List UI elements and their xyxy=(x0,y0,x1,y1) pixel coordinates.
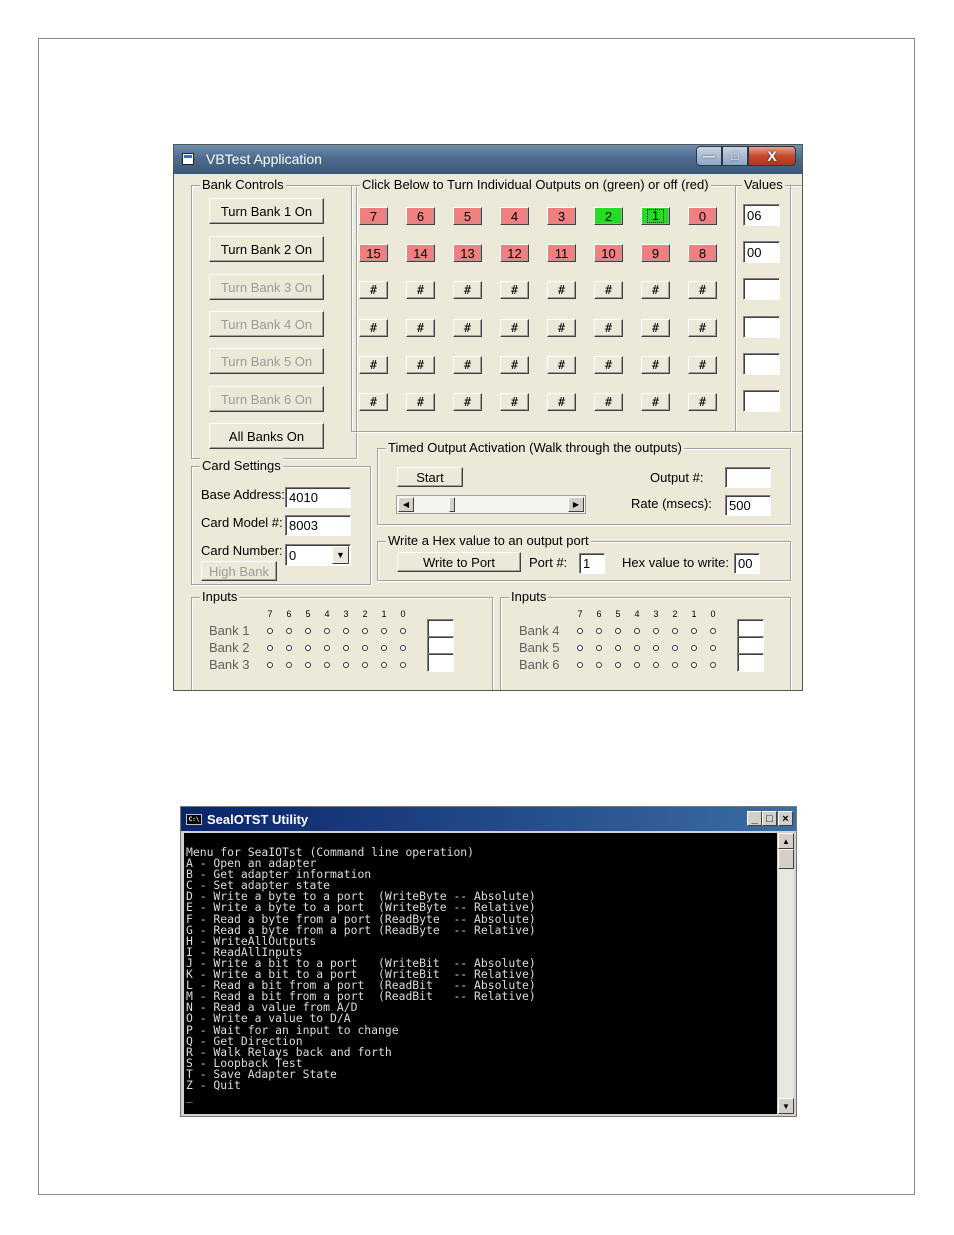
output-toggle-label: # xyxy=(651,321,660,335)
slider-thumb[interactable] xyxy=(449,497,455,512)
output-toggle-5[interactable] xyxy=(453,207,482,225)
base-address-input[interactable]: 4010 xyxy=(285,487,351,508)
inputs-left-bit-label-2: 2 xyxy=(362,609,368,619)
console-maximize-button[interactable]: □ xyxy=(762,811,777,826)
inputs-right-bank-label: Bank 4 xyxy=(519,623,560,638)
inputs-left-input-indicator xyxy=(267,645,273,651)
output-toggle-label: # xyxy=(604,395,613,409)
output-toggle-unused[interactable] xyxy=(406,356,435,374)
inputs-left-bit-label-6: 6 xyxy=(286,609,292,619)
output-toggle-unused[interactable] xyxy=(594,356,623,374)
inputs-left-bank-label: Bank 2 xyxy=(209,640,250,655)
output-toggle-label: 2 xyxy=(604,208,613,224)
inputs-left-input-indicator xyxy=(400,628,406,634)
output-toggle-unused[interactable] xyxy=(641,281,670,299)
card-number-value: 0 xyxy=(289,547,297,563)
output-toggle-label: # xyxy=(698,395,707,409)
output-toggle-label: 13 xyxy=(460,245,475,261)
output-toggle-unused[interactable] xyxy=(406,281,435,299)
inputs-left-input-indicator xyxy=(286,628,292,634)
inputs-right-bit-label-1: 1 xyxy=(691,609,697,619)
output-toggle-unused[interactable] xyxy=(453,356,482,374)
output-toggle-label: 8 xyxy=(698,245,707,261)
inputs-right-bit-label-3: 3 xyxy=(653,609,659,619)
inputs-left-input-indicator xyxy=(324,645,330,651)
output-toggle-unused[interactable] xyxy=(688,281,717,299)
outputs-label: Click Below to Turn Individual Outputs on (green) or off (red) xyxy=(362,177,709,192)
output-toggle-unused[interactable] xyxy=(406,319,435,337)
console-title: SealOTST Utility xyxy=(207,812,309,827)
output-toggle-label: # xyxy=(369,283,378,297)
inputs-left-input-indicator xyxy=(286,645,292,651)
inputs-left-bit-label-0: 0 xyxy=(400,609,406,619)
inputs-right-label: Inputs xyxy=(511,589,547,604)
output-toggle-unused[interactable] xyxy=(406,393,435,411)
inputs-left-input-indicator xyxy=(362,662,368,668)
inputs-right-input-indicator xyxy=(615,662,621,668)
output-toggle-2[interactable] xyxy=(594,207,623,225)
output-toggle-unused[interactable] xyxy=(453,281,482,299)
base-address-label: Base Address: xyxy=(201,487,285,502)
value-box-1[interactable]: 00 xyxy=(743,241,780,263)
inputs-left-input-indicator xyxy=(324,662,330,668)
output-toggle-label: # xyxy=(698,358,707,372)
inputs-left-bit-label-1: 1 xyxy=(381,609,387,619)
output-toggle-label: # xyxy=(463,358,472,372)
output-toggle-label: # xyxy=(651,358,660,372)
port-input[interactable]: 1 xyxy=(579,553,605,574)
hex-value-input[interactable]: 00 xyxy=(734,553,760,574)
inputs-left-input-indicator xyxy=(343,645,349,651)
inputs-right-bank-value-box xyxy=(737,653,764,672)
output-toggle-label: 12 xyxy=(507,245,522,261)
inputs-right-input-indicator xyxy=(577,645,583,651)
card-model-label: Card Model #: xyxy=(201,515,283,530)
high-bank-button[interactable]: High Bank xyxy=(201,561,277,581)
inputs-right-input-indicator xyxy=(634,662,640,668)
output-toggle-unused[interactable] xyxy=(594,393,623,411)
inputs-right-bit-label-5: 5 xyxy=(615,609,621,619)
inputs-right-input-indicator xyxy=(634,628,640,634)
inputs-right-input-indicator xyxy=(634,645,640,651)
vbtest-window xyxy=(173,144,803,691)
output-toggle-6[interactable] xyxy=(406,207,435,225)
output-toggle-label: 15 xyxy=(366,245,381,261)
inputs-right-bank-label: Bank 6 xyxy=(519,657,560,672)
scroll-down-icon[interactable]: ▼ xyxy=(778,1098,794,1114)
inputs-left-input-indicator xyxy=(362,628,368,634)
inputs-right-bit-label-7: 7 xyxy=(577,609,583,619)
output-toggle-label: 3 xyxy=(557,208,566,224)
output-toggle-14[interactable] xyxy=(406,244,435,262)
output-toggle-unused[interactable] xyxy=(359,393,388,411)
output-toggle-12[interactable] xyxy=(500,244,529,262)
output-toggle-label: 6 xyxy=(416,208,425,224)
output-toggle-label: # xyxy=(510,358,519,372)
console-text: Menu for SeaIOTst (Command line operation) A - Open an adapter B - Get adapter information C - Set adapter state D - Write a byte to a port (WriteByte -- Absolute) E - Write a byte to a port (WriteByte -- Relative) F - Read a byte from a port (ReadByte -- Absolute) G - Read a byte from a port (ReadByte -- Relative) H - WriteAllOutputs I - ReadAllInputs J - Write a bit to a port (WriteBit -- Absolute) K - Write a bit to a port (WriteBit -- Relative) L - Read a bit from a port (ReadBit -- Absolute) M - Read a bit from a port (ReadBit -- Relative) N - Read a value from A/D O - Write a value to D/A P - Wait for an input to change Q - Get Direction R - Walk Relays back and forth S - Loopback Test T - Save Adapter State Z - Quit _ xyxy=(186,845,536,1104)
inputs-left-bit-label-4: 4 xyxy=(324,609,330,619)
inputs-left-input-indicator xyxy=(267,662,273,668)
inputs-right-bank-label: Bank 5 xyxy=(519,640,560,655)
console-output[interactable] xyxy=(184,833,777,1114)
inputs-right-input-indicator xyxy=(672,628,678,634)
turn-bank-3-on-button[interactable]: Turn Bank 3 On xyxy=(209,274,324,300)
output-toggle-label: 4 xyxy=(510,208,519,224)
window-title: VBTest Application xyxy=(206,151,322,167)
card-settings-label: Card Settings xyxy=(202,458,281,473)
output-toggle-label: # xyxy=(557,358,566,372)
output-toggle-unused[interactable] xyxy=(641,393,670,411)
output-toggle-label: # xyxy=(698,321,707,335)
inputs-left-bank-value-box xyxy=(427,653,454,672)
maximize-button[interactable]: □ xyxy=(722,146,748,166)
output-toggle-unused[interactable] xyxy=(359,281,388,299)
rate-input[interactable]: 500 xyxy=(725,495,771,516)
inputs-left-input-indicator xyxy=(400,662,406,668)
output-toggle-label: # xyxy=(510,283,519,297)
output-toggle-9[interactable] xyxy=(641,244,670,262)
output-toggle-unused[interactable] xyxy=(453,319,482,337)
console-scrollbar[interactable] xyxy=(778,833,794,1114)
minimize-button[interactable]: — xyxy=(696,146,722,166)
inputs-right-input-indicator xyxy=(710,645,716,651)
inputs-right-input-indicator xyxy=(596,662,602,668)
output-toggle-unused[interactable] xyxy=(547,281,576,299)
hex-write-label: Write a Hex value to an output port xyxy=(388,533,589,548)
output-toggle-label: # xyxy=(604,321,613,335)
rate-label: Rate (msecs): xyxy=(631,496,712,511)
inputs-right-input-indicator xyxy=(615,645,621,651)
turn-bank-6-on-button[interactable]: Turn Bank 6 On xyxy=(209,386,324,412)
output-toggle-4[interactable] xyxy=(500,207,529,225)
output-toggle-label: # xyxy=(510,321,519,335)
output-toggle-unused[interactable] xyxy=(594,319,623,337)
output-toggle-label: # xyxy=(369,321,378,335)
inputs-right-bit-label-4: 4 xyxy=(634,609,640,619)
output-toggle-label: # xyxy=(604,358,613,372)
output-toggle-unused[interactable] xyxy=(688,393,717,411)
inputs-right-input-indicator xyxy=(596,645,602,651)
inputs-right-input-indicator xyxy=(653,628,659,634)
start-button[interactable]: Start xyxy=(397,467,463,487)
inputs-left-input-indicator xyxy=(305,628,311,634)
output-toggle-label: # xyxy=(557,321,566,335)
output-toggle-label: # xyxy=(463,283,472,297)
value-box-4[interactable] xyxy=(743,353,780,375)
turn-bank-4-on-button[interactable]: Turn Bank 4 On xyxy=(209,311,324,337)
output-toggle-label: # xyxy=(698,283,707,297)
output-toggle-unused[interactable] xyxy=(688,356,717,374)
inputs-left-bank-label: Bank 3 xyxy=(209,657,250,672)
inputs-left-bit-label-5: 5 xyxy=(305,609,311,619)
output-toggle-label: # xyxy=(510,395,519,409)
output-toggle-label: # xyxy=(651,395,660,409)
inputs-left-bit-label-7: 7 xyxy=(267,609,273,619)
output-toggle-unused[interactable] xyxy=(594,281,623,299)
output-toggle-label: 5 xyxy=(463,208,472,224)
output-number-input[interactable] xyxy=(725,467,771,488)
slider-right-arrow-icon[interactable]: ▶ xyxy=(568,497,584,512)
title-bar[interactable] xyxy=(174,145,802,174)
output-toggle-label: # xyxy=(416,321,425,335)
all-banks-on-button[interactable]: All Banks On xyxy=(209,423,324,449)
output-toggle-unused[interactable] xyxy=(688,319,717,337)
output-toggle-11[interactable] xyxy=(547,244,576,262)
inputs-right-input-indicator xyxy=(653,662,659,668)
inputs-left-input-indicator xyxy=(286,662,292,668)
output-toggle-unused[interactable] xyxy=(453,393,482,411)
output-toggle-label: # xyxy=(651,283,660,297)
inputs-left-input-indicator xyxy=(267,628,273,634)
inputs-right-input-indicator xyxy=(653,645,659,651)
bank-controls-label: Bank Controls xyxy=(202,177,284,192)
output-toggle-label: 11 xyxy=(554,245,569,261)
turn-bank-2-on-button[interactable]: Turn Bank 2 On xyxy=(209,236,324,262)
output-toggle-label: 7 xyxy=(369,208,378,224)
inputs-left-input-indicator xyxy=(381,645,387,651)
output-toggle-unused[interactable] xyxy=(500,356,529,374)
inputs-right-input-indicator xyxy=(710,628,716,634)
console-window xyxy=(180,806,797,1117)
console-close-button[interactable]: × xyxy=(778,811,793,826)
output-toggle-label: 9 xyxy=(651,245,660,261)
inputs-left-input-indicator xyxy=(305,662,311,668)
output-toggle-label: # xyxy=(557,395,566,409)
slider-left-arrow-icon[interactable]: ◀ xyxy=(398,497,414,512)
card-number-label: Card Number: xyxy=(201,543,283,558)
output-toggle-8[interactable] xyxy=(688,244,717,262)
output-toggle-label: 1 xyxy=(647,209,664,223)
output-toggle-label: # xyxy=(463,395,472,409)
chevron-down-icon[interactable]: ▼ xyxy=(332,546,349,564)
output-toggle-unused[interactable] xyxy=(547,393,576,411)
inputs-left-input-indicator xyxy=(400,645,406,651)
inputs-left-label: Inputs xyxy=(202,589,238,604)
value-box-0[interactable]: 06 xyxy=(743,204,780,226)
output-toggle-label: # xyxy=(416,395,425,409)
scroll-up-icon[interactable]: ▲ xyxy=(778,833,794,849)
output-toggle-3[interactable] xyxy=(547,207,576,225)
output-toggle-unused[interactable] xyxy=(641,356,670,374)
hex-value-label: Hex value to write: xyxy=(622,555,729,570)
inputs-right-bit-label-0: 0 xyxy=(710,609,716,619)
output-toggle-unused[interactable] xyxy=(547,319,576,337)
inputs-left-input-indicator xyxy=(324,628,330,634)
value-box-2[interactable] xyxy=(743,278,780,300)
console-minimize-button[interactable]: _ xyxy=(747,811,762,826)
inputs-right-input-indicator xyxy=(672,662,678,668)
output-toggle-1[interactable] xyxy=(641,207,670,225)
inputs-right-input-indicator xyxy=(672,645,678,651)
console-title-bar[interactable] xyxy=(181,807,796,831)
scroll-thumb[interactable] xyxy=(778,849,794,869)
output-toggle-0[interactable] xyxy=(688,207,717,225)
inputs-left-input-indicator xyxy=(362,645,368,651)
inputs-right-bit-label-2: 2 xyxy=(672,609,678,619)
output-toggle-10[interactable] xyxy=(594,244,623,262)
output-toggle-unused[interactable] xyxy=(500,393,529,411)
output-toggle-label: # xyxy=(416,358,425,372)
output-toggle-unused[interactable] xyxy=(500,319,529,337)
output-toggle-label: # xyxy=(416,283,425,297)
close-button[interactable]: X xyxy=(748,146,796,166)
output-toggle-label: 0 xyxy=(698,208,707,224)
card-model-input[interactable]: 8003 xyxy=(285,515,351,536)
output-toggle-unused[interactable] xyxy=(641,319,670,337)
inputs-left-input-indicator xyxy=(381,628,387,634)
values-label: Values xyxy=(744,177,783,192)
inputs-left-input-indicator xyxy=(305,645,311,651)
inputs-right-input-indicator xyxy=(615,628,621,634)
inputs-right-input-indicator xyxy=(577,662,583,668)
output-toggle-label: # xyxy=(557,283,566,297)
output-toggle-label: # xyxy=(369,395,378,409)
value-box-5[interactable] xyxy=(743,390,780,412)
inputs-right-input-indicator xyxy=(691,628,697,634)
turn-bank-5-on-button[interactable]: Turn Bank 5 On xyxy=(209,348,324,374)
inputs-right-input-indicator xyxy=(710,662,716,668)
card-number-select[interactable] xyxy=(285,544,351,566)
output-toggle-label: 14 xyxy=(413,245,428,261)
output-toggle-7[interactable] xyxy=(359,207,388,225)
inputs-left-bank-label: Bank 1 xyxy=(209,623,250,638)
output-toggle-unused[interactable] xyxy=(359,319,388,337)
output-toggle-label: # xyxy=(369,358,378,372)
inputs-right-input-indicator xyxy=(596,628,602,634)
output-toggle-13[interactable] xyxy=(453,244,482,262)
inputs-right-input-indicator xyxy=(691,662,697,668)
output-number-label: Output #: xyxy=(650,470,704,485)
output-toggle-label: 10 xyxy=(601,245,616,261)
write-to-port-button[interactable]: Write to Port xyxy=(397,552,521,572)
output-toggle-unused[interactable] xyxy=(500,281,529,299)
app-icon xyxy=(182,153,194,165)
output-toggle-15[interactable] xyxy=(359,244,388,262)
console-icon: C:\ xyxy=(186,814,202,825)
walk-slider[interactable] xyxy=(396,495,586,514)
inputs-right-bit-label-6: 6 xyxy=(596,609,602,619)
inputs-right-input-indicator xyxy=(577,628,583,634)
inputs-left-input-indicator xyxy=(343,628,349,634)
port-label: Port #: xyxy=(529,555,568,570)
inputs-right-input-indicator xyxy=(691,645,697,651)
value-box-3[interactable] xyxy=(743,316,780,338)
output-toggle-unused[interactable] xyxy=(359,356,388,374)
output-toggle-label: # xyxy=(463,321,472,335)
inputs-left-input-indicator xyxy=(381,662,387,668)
inputs-left-input-indicator xyxy=(343,662,349,668)
inputs-left-bit-label-3: 3 xyxy=(343,609,349,619)
output-toggle-label: # xyxy=(604,283,613,297)
turn-bank-1-on-button[interactable]: Turn Bank 1 On xyxy=(209,198,324,224)
timed-output-label: Timed Output Activation (Walk through the outputs) xyxy=(388,440,682,455)
output-toggle-unused[interactable] xyxy=(547,356,576,374)
